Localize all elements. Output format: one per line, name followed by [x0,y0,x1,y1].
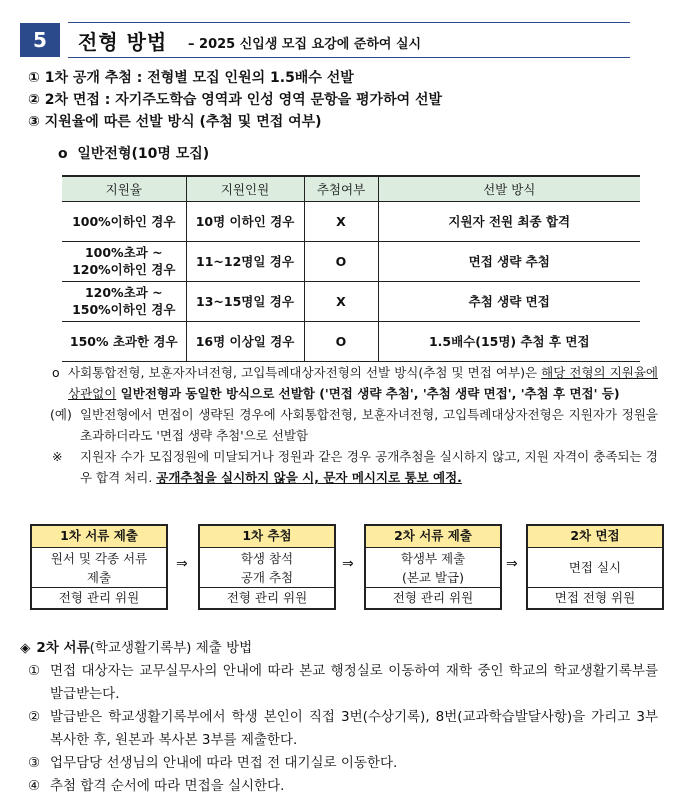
cell-lottery: X [304,281,378,321]
selection-table [62,175,640,362]
cell-rate: 100%이하인 경우 [62,201,186,241]
section-number: 5 [20,23,60,57]
step-text: 1차 공개 추첨 : 전형별 모집 인원의 1.5배수 선발 [44,70,354,86]
flow-box-line: 제출 [86,569,112,585]
flow-box-title: 1차 서류 제출 [32,526,166,548]
table-row [62,201,640,241]
flow-box-body [366,548,500,588]
note-bold-underlined-text: 공개추첨을 실시하지 않을 시, 문자 메시지로 통보 예정. [156,470,462,485]
list-text: 발급받은 학교생활기록부에서 학생 본인이 직접 3번(수상기록), 8번(교과학습발달사항)을 가리고 3부 복사한 후, 원본과 복사본 3부를 제출한다. [50,709,658,748]
list-marker: ④ [28,778,41,794]
flow-box-line: 원서 및 각종 서류 [50,550,148,566]
step-marker: ② [28,92,40,108]
flow-box-interview [526,524,664,610]
list-marker: ③ [28,755,41,771]
list-marker: ② [28,709,41,725]
list-item [28,752,658,775]
cell-rate: 120%초과 ~ 150%이하인 경우 [62,281,186,321]
bullet-marker: o [58,146,68,162]
col-header-rate: 지원율 [62,176,186,201]
cell-lottery: X [304,201,378,241]
cell-method: 추첨 생략 면접 [378,281,640,321]
note-item [52,362,658,404]
flow-box-line: 학생 참석 [240,550,294,566]
doc-heading-bold: 2차 서류 [36,640,90,656]
note-marker: (예) [50,407,72,422]
note-item [50,404,658,446]
cell-method: 면접 생략 추첨 [378,241,640,281]
section-header [20,20,630,60]
flow-box-first-docs [30,524,168,610]
flow-box-footer: 면접 전형 위원 [554,590,636,605]
col-header-count: 지원인원 [186,176,304,201]
note-marker: ※ [52,449,63,464]
table-row [62,241,640,281]
section-subtitle: – 2025 신입생 모집 요강에 준하여 실시 [188,37,422,52]
section-title: 전형 방법 [78,30,168,54]
flow-box-body [32,548,166,588]
flow-box-first-lottery [198,524,336,610]
header-rule-top [68,22,630,23]
list-text: 면접 대상자는 교무실무사의 안내에 따라 본교 행정실로 이동하여 재학 중인 학교의 학교생활기록부를 발급받는다. [50,663,658,702]
list-item [28,660,658,706]
note-marker: o [52,365,60,380]
note-underlined-text: 해당 전형의 지원율에 상관없이 [68,365,658,401]
note-text: 사회통합전형, 보훈자자녀전형, 고입특례대상자전형의 선발 방식(추첨 및 면접 여부)은 [68,365,542,380]
table-row [62,321,640,361]
flow-box-footer: 전형 관리 위원 [392,590,474,605]
cell-count: 16명 이상일 경우 [186,321,304,361]
cell-lottery: O [304,321,378,361]
flow-arrow: ⇒ [176,556,188,572]
cell-method: 지원자 전원 최종 합격 [378,201,640,241]
doc-heading-rest: (학교생활기록부) 제출 방법 [89,640,253,656]
cell-count: 11~12명일 경우 [186,241,304,281]
cell-count: 13~15명일 경우 [186,281,304,321]
flow-box-line: 면접 실시 [568,560,622,575]
flow-box-second-docs [364,524,502,610]
step-marker: ③ [28,114,40,130]
selection-steps [28,67,442,133]
general-admission-heading [58,143,209,163]
table-header-row [62,176,640,201]
flow-box-title: 2차 면접 [528,526,662,548]
doc-steps-list [28,660,658,798]
flow-box-footer: 전형 관리 위원 [58,590,140,605]
cell-rate: 150% 초과한 경우 [62,321,186,361]
col-header-method: 선발 방식 [378,176,640,201]
general-heading-text: 일반전형(10명 모집) [77,146,210,162]
flow-box-line: 학생부 제출 [400,550,466,566]
note-text: 지원자 수가 모집정원에 미달되거나 정원과 같은 경우 공개추첨을 실시하지 않고, 지원 자격이 충족되는 경우 합격 처리. [80,449,658,485]
flow-box-line: 공개 추첨 [240,569,294,585]
cell-rate: 100%초과 ~ 120%이하인 경우 [62,241,186,281]
list-item [28,775,658,798]
list-item [28,706,658,752]
step-item [28,67,442,89]
step-marker: ① [28,70,40,86]
diamond-icon: ◈ [20,640,31,656]
flow-box-title: 2차 서류 제출 [366,526,500,548]
note-item [52,446,658,488]
flow-box-footer: 전형 관리 위원 [226,590,308,605]
list-text: 업무담당 선생님의 안내에 따라 면접 전 대기실로 이동한다. [50,755,398,771]
note-bold-text: 일반전형과 동일한 방식으로 선발함 ('면접 생략 추첨', '추첨 생략 면접', '추첨 후 면접' 등) [116,386,620,401]
step-text: 지원율에 따른 선발 방식 (추첨 및 면접 여부) [44,114,322,130]
selection-notes [52,362,658,488]
cell-lottery: O [304,241,378,281]
step-text: 2차 면접 : 자기주도학습 영역과 인성 영역 문항을 평가하여 선발 [44,92,443,108]
flow-box-body [528,548,662,588]
note-text: 일반전형에서 면접이 생략된 경우에 사회통합전형, 보훈자녀전형, 고입특례대상자전형은 지원자가 정원을 초과하더라도 '면접 생략 추첨'으로 선발함 [80,407,658,443]
cell-method: 1.5배수(15명) 추첨 후 면접 [378,321,640,361]
doc-section-heading [20,636,252,656]
flow-box-title: 1차 추첨 [200,526,334,548]
step-item [28,111,442,133]
flow-box-line: (본교 발급) [401,569,465,585]
cell-count: 10명 이하인 경우 [186,201,304,241]
header-rule-bottom [68,57,630,58]
flow-arrow: ⇒ [506,556,518,572]
list-text: 추첨 합격 순서에 따라 면접을 실시한다. [50,778,285,794]
list-marker: ① [28,663,41,679]
step-item [28,89,442,111]
process-flow [30,524,660,610]
flow-box-body [200,548,334,588]
table-row [62,281,640,321]
col-header-lottery: 추첨여부 [304,176,378,201]
flow-arrow: ⇒ [342,556,354,572]
